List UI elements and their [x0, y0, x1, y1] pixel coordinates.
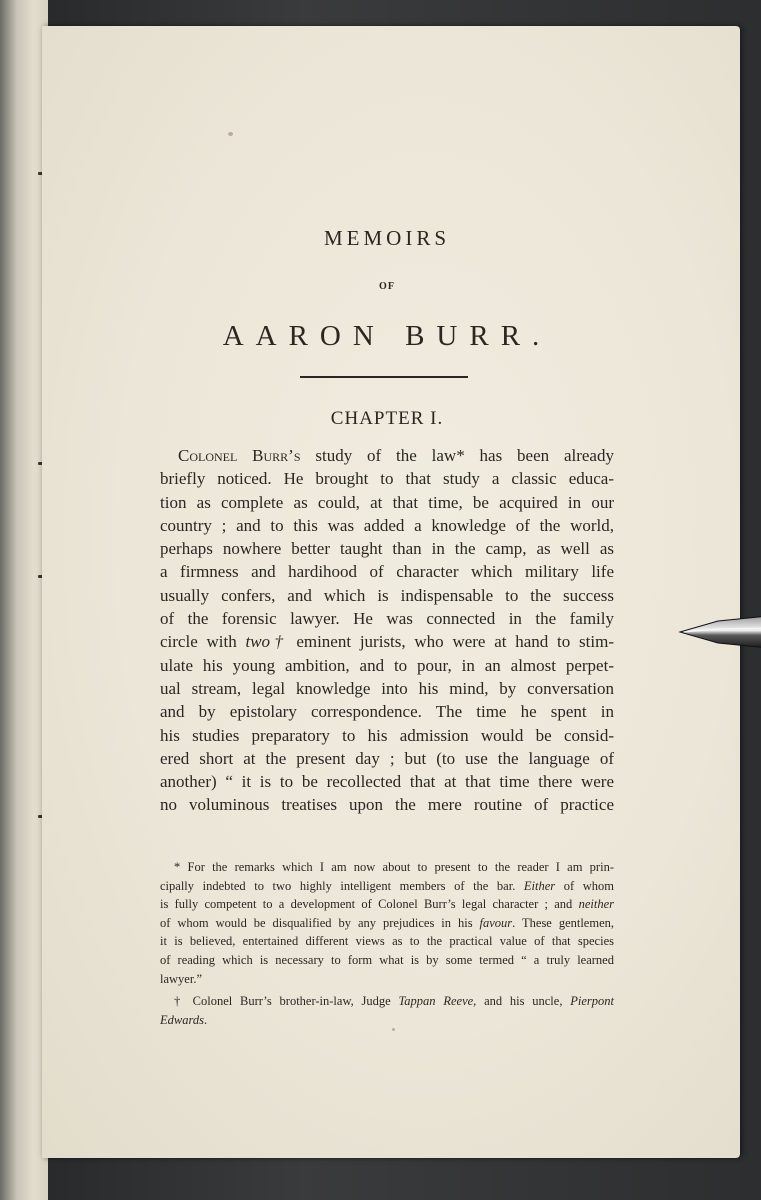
body-line: and by epistolary correspondence. The time he spent in [160, 702, 614, 722]
body-text [160, 444, 614, 817]
body-line [160, 444, 614, 467]
footnote-italic: Edwards [160, 1012, 204, 1027]
footnote-line [160, 992, 614, 1011]
body-line: ual stream, legal knowledge into his mind, by conversation [160, 678, 614, 698]
footnote-line [160, 1011, 614, 1030]
footnote-line: of reading which is necessary to form what is by some termed “ a truly learned [160, 952, 614, 967]
title-name: AARON BURR. [222, 320, 552, 352]
title-memoirs: MEMOIRS [323, 226, 451, 250]
book-page [42, 26, 740, 1158]
body-line: of the forensic lawyer. He was connected in the family [160, 609, 614, 629]
body-line [160, 630, 614, 653]
body-line: no voluminous treatises upon the mere routine of practice [160, 795, 614, 815]
body-line: usually confers, and which is indispensable to the success [160, 585, 614, 605]
footnote-text: , and his uncle, [473, 994, 571, 1009]
paper-speck [228, 132, 233, 136]
body-line-text: study of the law* has been already [300, 446, 614, 465]
body-line: another) “ it is to be recollected that at that time there were [160, 772, 614, 792]
body-italic: two† [245, 632, 288, 652]
footnote-text: is fully competent to a development of Colonel Burr’s legal character ; and [160, 897, 579, 912]
footnote-line [160, 877, 614, 896]
footnote-text: cipally indebted to two highly intelligent members of the bar. [160, 878, 524, 893]
body-line: his studies preparatory to his admission would be consid- [160, 725, 614, 745]
footnote-italic: favour [479, 915, 513, 930]
body-line: briefly noticed. He brought to that study a classic educa- [160, 469, 614, 489]
footnote-text: . [204, 1012, 208, 1027]
footnote-italic: Pierpont [570, 994, 614, 1009]
body-line: ered short at the present day ; but (to use the language of [160, 748, 614, 768]
body-line-text: eminent jurists, who were at hand to stim- [287, 632, 614, 652]
body-line: ulate his young ambition, and to pour, in an almost perpet- [160, 655, 614, 675]
footnote-text: † Colonel Burr’s brother-in-law, Judge [174, 994, 399, 1009]
title-of: OF [379, 281, 395, 292]
footnote-text: . These gentlemen, [512, 915, 615, 930]
body-line: tion as complete as could, at that time, be acquired in our [160, 492, 614, 512]
footnote-line: lawyer.” [160, 971, 202, 986]
footnote-text: of whom would be disqualified by any prejudices in his [160, 915, 480, 930]
footnotes [160, 858, 614, 1029]
body-line: country ; and to this was added a knowledge of the world, [160, 515, 614, 535]
footnote-italic: neither [578, 897, 614, 912]
body-smallcaps: Colonel Burr’s [178, 446, 301, 465]
footnote-line [160, 914, 614, 933]
body-line: a firmness and hardihood of character which military life [160, 562, 614, 582]
chapter-heading: CHAPTER I. [330, 408, 444, 429]
footnote-line: * For the remarks which I am now about to present to the reader I am prin- [174, 860, 614, 874]
footnote-text: of whom [555, 878, 614, 893]
footnote-italic: Tappan Reeve [398, 994, 474, 1009]
body-line-text: circle with [160, 632, 246, 652]
body-line: perhaps nowhere better taught than in the camp, as well as [160, 539, 614, 559]
title-rule [300, 376, 468, 378]
pen-pointer-icon [678, 612, 761, 652]
footnote-italic: Either [523, 878, 556, 893]
book-spine [0, 0, 48, 1200]
footnote-line [160, 895, 614, 914]
footnote-line: it is believed, entertained different views as to the practical value of that species [160, 934, 614, 949]
